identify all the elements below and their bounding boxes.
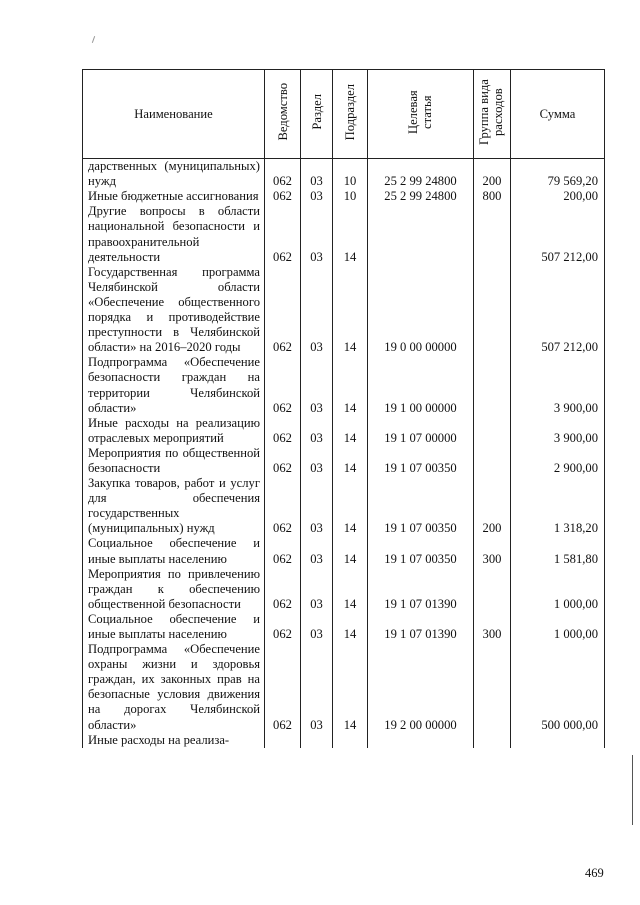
row-summa <box>511 733 605 748</box>
row-name: Иные расходы на реализа- <box>83 733 265 748</box>
row-razdel <box>301 733 333 748</box>
row-name: Мероприятия по общественной безопасности <box>83 446 265 476</box>
row-podrazdel: 14 <box>333 642 368 733</box>
header-podrazdel <box>333 70 368 159</box>
row-gruppa <box>474 355 511 415</box>
row-razdel: 03 <box>301 265 333 356</box>
row-podrazdel: 14 <box>333 446 368 476</box>
row-gruppa: 300 <box>474 612 511 642</box>
row-gruppa <box>474 446 511 476</box>
table-row <box>83 189 605 204</box>
header-name <box>83 70 265 159</box>
row-podrazdel: 10 <box>333 189 368 204</box>
row-name: Социальное обеспечение и иные выплаты населению <box>83 536 265 566</box>
row-vedomstvo: 062 <box>265 265 301 356</box>
row-celevaya: 19 1 07 00350 <box>368 476 474 536</box>
table-row <box>83 476 605 536</box>
header-summa-label: Сумма <box>539 106 576 121</box>
row-razdel: 03 <box>301 446 333 476</box>
row-celevaya: 19 0 00 00000 <box>368 265 474 356</box>
page-number: 469 <box>585 866 604 880</box>
row-podrazdel: 14 <box>333 355 368 415</box>
table-row <box>83 642 605 733</box>
row-summa: 3 900,00 <box>511 355 605 415</box>
row-summa: 79 569,20 <box>511 159 605 190</box>
table-body <box>83 159 605 748</box>
row-gruppa <box>474 642 511 733</box>
row-celevaya: 19 1 00 00000 <box>368 355 474 415</box>
row-celevaya: 19 2 00 00000 <box>368 642 474 733</box>
header-summa <box>511 70 605 159</box>
row-gruppa <box>474 204 511 264</box>
row-gruppa <box>474 567 511 612</box>
header-name-label: Наименование <box>134 106 213 121</box>
row-gruppa: 800 <box>474 189 511 204</box>
row-celevaya <box>368 733 474 748</box>
row-celevaya: 25 2 99 24800 <box>368 189 474 204</box>
row-celevaya: 19 1 07 00350 <box>368 536 474 566</box>
margin-scan-line <box>632 755 633 825</box>
row-podrazdel: 14 <box>333 536 368 566</box>
header-gruppa <box>474 70 511 159</box>
row-vedomstvo: 062 <box>265 416 301 446</box>
row-gruppa <box>474 265 511 356</box>
row-podrazdel: 14 <box>333 567 368 612</box>
table-row <box>83 416 605 446</box>
table-row <box>83 265 605 356</box>
row-gruppa: 200 <box>474 159 511 190</box>
table-row <box>83 612 605 642</box>
row-razdel: 03 <box>301 476 333 536</box>
row-name: Подпрограмма «Обеспечение охраны жизни и здоровья граждан, их законных прав на безопасные условия движения на дорогах Челябинской области» <box>83 642 265 733</box>
header-vedomstvo <box>265 70 301 159</box>
row-vedomstvo <box>265 733 301 748</box>
row-name: Государственная программа Челябинской области «Обеспечение общественного порядка и противодействие преступности в Челябинской области» на 2016–2020 годы <box>83 265 265 356</box>
row-name: Подпрограмма «Обеспечение безопасности граждан на территории Челябинской области» <box>83 355 265 415</box>
row-podrazdel: 14 <box>333 265 368 356</box>
row-podrazdel: 10 <box>333 159 368 190</box>
row-vedomstvo: 062 <box>265 159 301 190</box>
row-gruppa: 200 <box>474 476 511 536</box>
row-razdel: 03 <box>301 612 333 642</box>
row-celevaya: 19 1 07 01390 <box>368 612 474 642</box>
header-razdel-label: Раздел <box>309 94 324 130</box>
row-name: Другие вопросы в области национальной безопасности и правоохранительной деятельности <box>83 204 265 264</box>
row-vedomstvo: 062 <box>265 355 301 415</box>
table-row <box>83 733 605 748</box>
row-podrazdel: 14 <box>333 204 368 264</box>
header-podrazdel-label: Подраздел <box>343 83 357 141</box>
row-summa: 2 900,00 <box>511 446 605 476</box>
row-vedomstvo: 062 <box>265 567 301 612</box>
stray-scan-mark <box>92 36 95 43</box>
row-summa: 1 000,00 <box>511 612 605 642</box>
header-celevaya-label: Целевая статья <box>405 90 434 134</box>
table-row <box>83 446 605 476</box>
row-razdel: 03 <box>301 416 333 446</box>
table-row <box>83 567 605 612</box>
row-summa: 507 212,00 <box>511 204 605 264</box>
row-gruppa <box>474 416 511 446</box>
row-vedomstvo: 062 <box>265 204 301 264</box>
row-vedomstvo: 062 <box>265 612 301 642</box>
row-gruppa <box>474 733 511 748</box>
row-summa: 200,00 <box>511 189 605 204</box>
row-name: Иные бюджетные ассигнования <box>83 189 265 204</box>
row-name: Иные расходы на реализацию отраслевых мероприятий <box>83 416 265 446</box>
row-name: Закупка товаров, работ и услуг для обеспечения государственных (муниципальных) нужд <box>83 476 265 536</box>
row-razdel: 03 <box>301 204 333 264</box>
row-celevaya: 19 1 07 00350 <box>368 446 474 476</box>
row-podrazdel: 14 <box>333 612 368 642</box>
row-summa: 500 000,00 <box>511 642 605 733</box>
row-summa: 3 900,00 <box>511 416 605 446</box>
row-razdel: 03 <box>301 159 333 190</box>
header-vedomstvo-label: Ведомство <box>275 83 290 141</box>
row-summa: 1 318,20 <box>511 476 605 536</box>
row-razdel: 03 <box>301 536 333 566</box>
row-celevaya: 19 1 07 01390 <box>368 567 474 612</box>
row-vedomstvo: 062 <box>265 476 301 536</box>
row-name: дарственных (муниципальных) нужд <box>83 159 265 190</box>
row-podrazdel <box>333 733 368 748</box>
row-podrazdel: 14 <box>333 476 368 536</box>
row-summa: 507 212,00 <box>511 265 605 356</box>
row-celevaya: 19 1 07 00000 <box>368 416 474 446</box>
header-razdel <box>301 70 333 159</box>
row-summa: 1 581,80 <box>511 536 605 566</box>
row-celevaya: 25 2 99 24800 <box>368 159 474 190</box>
row-razdel: 03 <box>301 642 333 733</box>
row-vedomstvo: 062 <box>265 189 301 204</box>
row-vedomstvo: 062 <box>265 446 301 476</box>
row-name: Социальное обеспечение и иные выплаты населению <box>83 612 265 642</box>
row-razdel: 03 <box>301 355 333 415</box>
row-vedomstvo: 062 <box>265 536 301 566</box>
row-summa: 1 000,00 <box>511 567 605 612</box>
row-celevaya <box>368 204 474 264</box>
row-razdel: 03 <box>301 189 333 204</box>
budget-table <box>82 69 605 748</box>
row-gruppa: 300 <box>474 536 511 566</box>
row-razdel: 03 <box>301 567 333 612</box>
table-row <box>83 204 605 264</box>
table-row <box>83 355 605 415</box>
table-header <box>83 70 605 159</box>
row-vedomstvo: 062 <box>265 642 301 733</box>
header-gruppa-label: Группа вида расходов <box>477 79 505 145</box>
row-name: Мероприятия по привлечению граждан к обеспечению общественной безопасности <box>83 567 265 612</box>
table-row <box>83 159 605 190</box>
table-row <box>83 536 605 566</box>
header-celevaya <box>368 70 474 159</box>
row-podrazdel: 14 <box>333 416 368 446</box>
